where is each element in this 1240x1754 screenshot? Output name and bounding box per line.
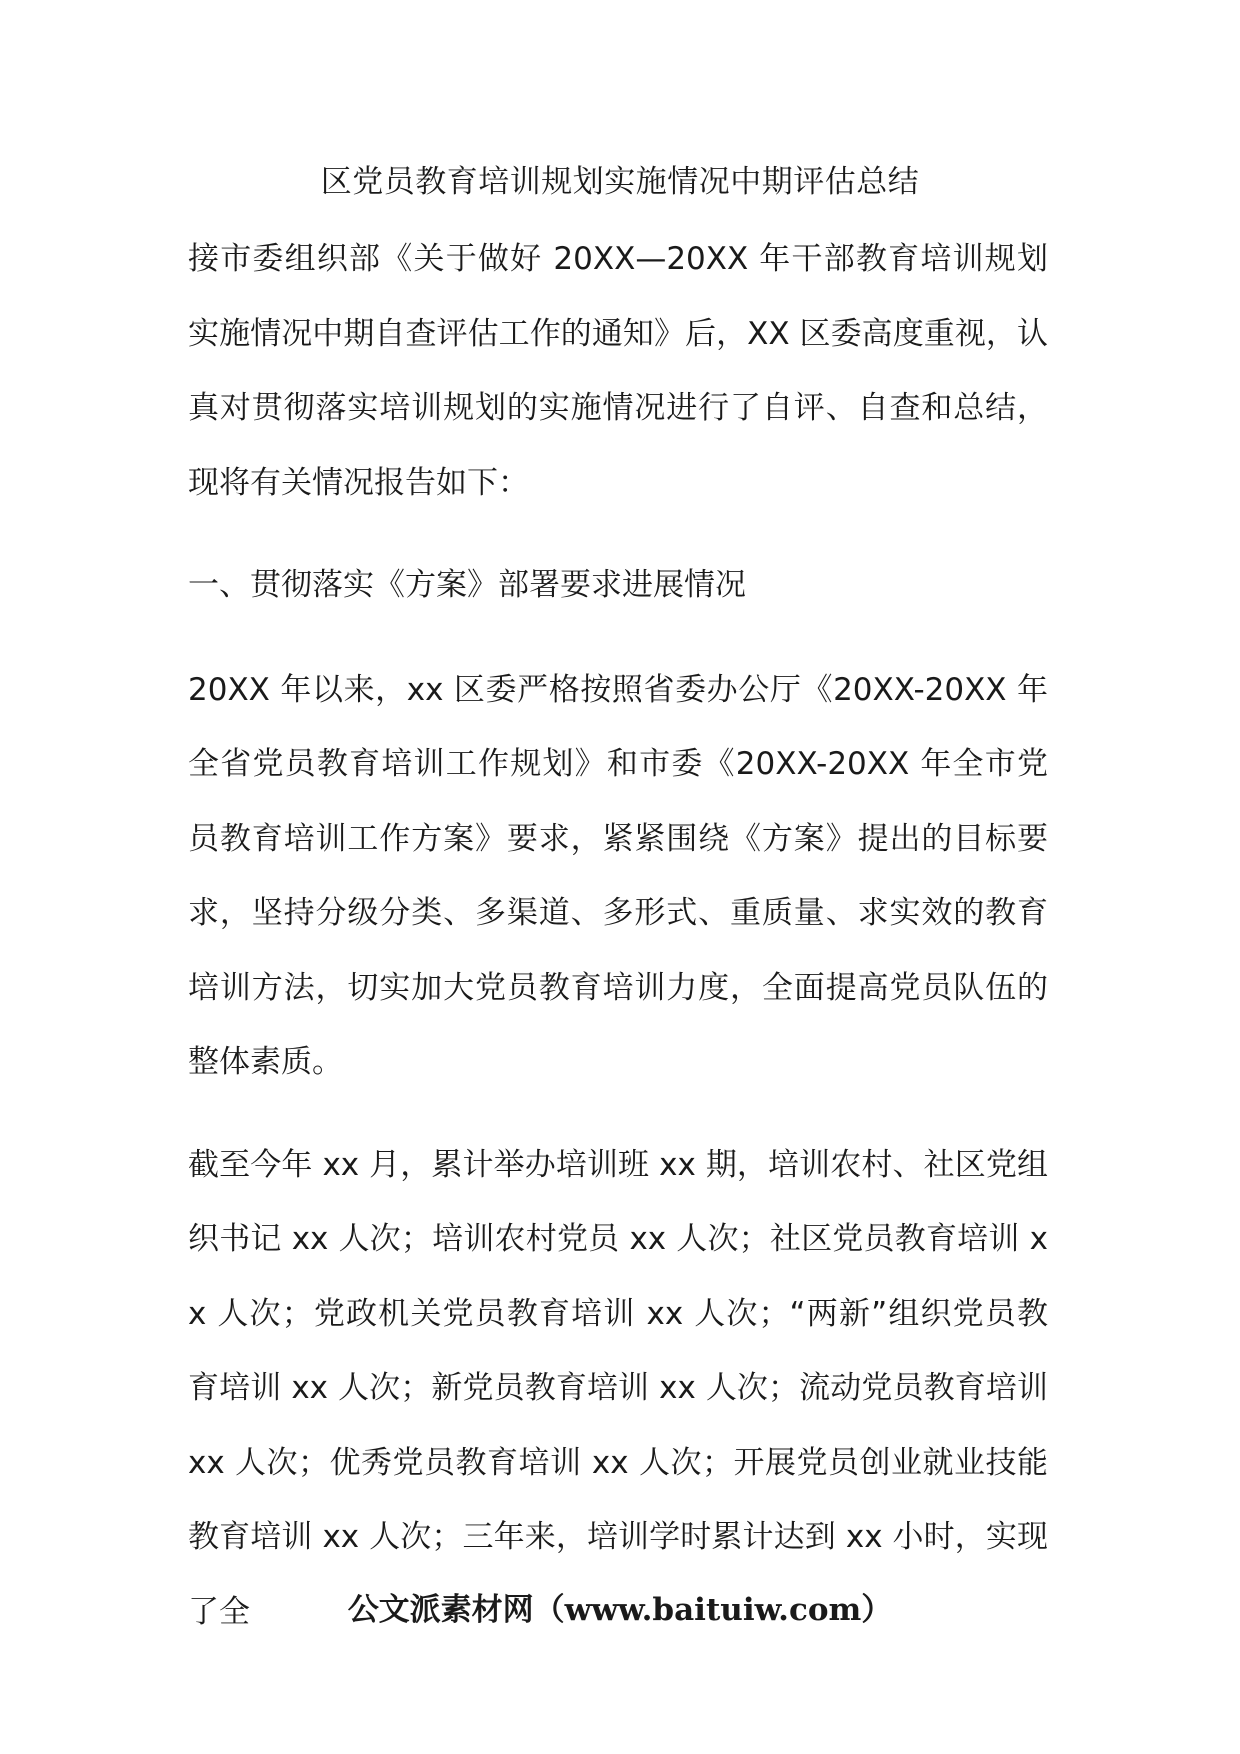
paragraph-intro: 接市委组织部《关于做好 20XX—20XX 年干部教育培训规划实施情况中期自查评估工作的通知》后，XX 区委高度重视，认真对贯彻落实培训规划的实施情况进行了自评、自查和总结，现将有关情况报告如下： — [188, 241, 1048, 501]
paragraph-statistics: 截至今年 xx 月，累计举办培训班 xx 期，培训农村、社区党组织书记 xx 人次；培训农村党员 xx 人次；社区党员教育培训 xx 人次；党政机关党员教育培训 xx 人次；“两新”组织党员教育培训 xx 人次；新党员教育培训 xx 人次；流动党员教育培训 xx 人次；优秀党员教育培训 xx 人次；开展党员创业就业技能教育培训 xx 人次；三年来，培训学时累计达到 xx 小时，实现了全 — [188, 1146, 1048, 1630]
paragraph-progress: 20XX 年以来，xx 区委严格按照省委办公厅《20XX-20XX 年全省党员教育培训工作规划》和市委《20XX-20XX 年全市党员教育培训工作方案》要求，紧紧围绕《方案》提出的目标要求，坚持分级分类、多渠道、多形式、重质量、求实效的教育培训方法，切实加大党员教育培训力度，全面提高党员队伍的整体素质。 — [188, 671, 1048, 1080]
footer-watermark: 公文派素材网（www.baituiw.com） — [347, 1592, 893, 1628]
section-heading: 一、贯彻落实《方案》部署要求进展情况 — [188, 567, 746, 603]
document-body — [188, 222, 1048, 1677]
document-title: 区党员教育培训规划实施情况中期评估总结 — [320, 164, 920, 200]
